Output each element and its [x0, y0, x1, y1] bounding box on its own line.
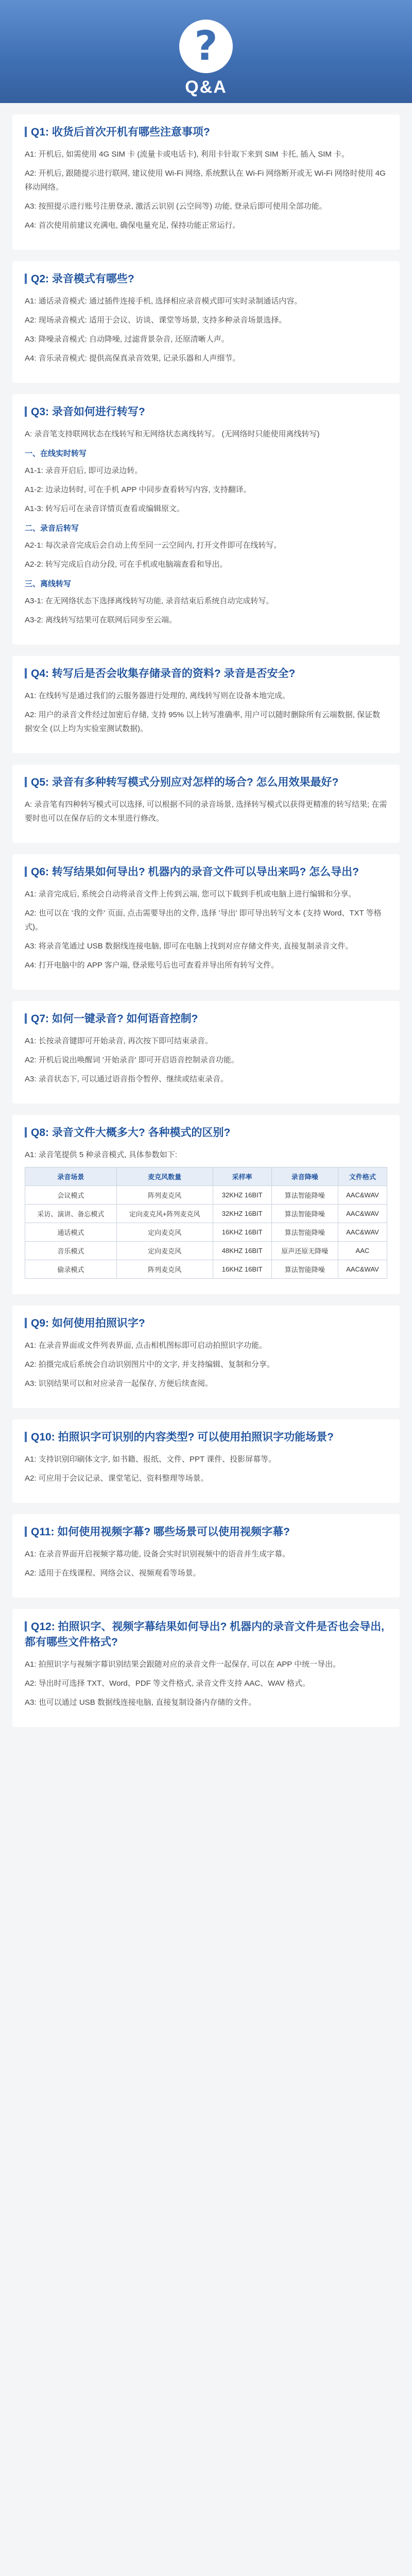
faq-answer: A4: 首次使用前建议充满电, 确保电量充足, 保持功能正常运行。 — [25, 221, 241, 230]
faq-answer: A1: 录音完成后, 系统会自动将录音文件上传到云端, 您可以下载到手机或电脑上进行编辑和分享。 — [25, 890, 356, 899]
faq-question — [25, 1125, 387, 1141]
faq-answer: A1: 通话录音模式: 通过插件连接手机, 选择相应录音模式即可实时录制通话内容。 — [25, 297, 302, 306]
accent-bar — [25, 1318, 27, 1328]
hero-banner — [0, 0, 412, 103]
faq-card — [12, 1609, 400, 1727]
faq-card — [12, 1514, 400, 1598]
faq-card — [12, 854, 400, 990]
accent-bar — [25, 668, 27, 679]
table-row — [25, 1260, 387, 1279]
faq-answer: A1-2: 边录边转时, 可在手机 APP 中同步查看转写内容, 支持翻译。 — [25, 485, 251, 494]
faq-card — [12, 1419, 400, 1503]
table-cell: AAC&WAV — [338, 1205, 387, 1223]
faq-question-text: Q2: 录音模式有哪些? — [31, 273, 134, 285]
faq-list — [0, 114, 412, 1727]
table-cell: 算法智能降噪 — [271, 1260, 338, 1279]
table-header: 录音场景 — [25, 1167, 117, 1186]
table-cell: AAC — [338, 1242, 387, 1260]
faq-answer: A1: 在线转写是通过我们的云服务器进行处理的, 离线转写则在设备本地完成。 — [25, 691, 290, 700]
faq-answer: A4: 音乐录音模式: 提供高保真录音效果, 记录乐器和人声细节。 — [25, 354, 241, 363]
faq-answer: A2: 现场录音模式: 适用于会议、访谈、课堂等场景, 支持多种录音场景选择。 — [25, 316, 287, 325]
table-cell: 原声还原无降噪 — [271, 1242, 338, 1260]
faq-answer: A3-1: 在无网络状态下选择离线转写功能, 录音结束后系统自动完成转写。 — [25, 597, 274, 605]
faq-question — [25, 1430, 387, 1445]
faq-answer: A4: 打开电脑中的 APP 客户端, 登录账号后也可查看并导出所有转写文件。 — [25, 961, 279, 970]
faq-card — [12, 1115, 400, 1294]
faq-question-text: Q9: 如何使用拍照识字? — [31, 1317, 145, 1329]
accent-bar — [25, 777, 27, 787]
accent-bar — [25, 1621, 27, 1632]
faq-answer: A1: 拍照识字与视频字幕识别结果会跟随对应的录音文件一起保存, 可以在 APP 中统一导出。 — [25, 1660, 341, 1669]
table-cell: 定向麦克风 — [116, 1223, 213, 1242]
accent-bar — [25, 406, 27, 417]
faq-question — [25, 1619, 387, 1650]
faq-answer: A1: 支持识别印刷体文字, 如书籍、报纸、文件、PPT 课件、投影屏幕等。 — [25, 1455, 277, 1464]
faq-answer: A3: 将录音笔通过 USB 数据线连接电脑, 即可在电脑上找到对应存储文件夹, 直接复制录音文件。 — [25, 942, 353, 951]
faq-question-text: Q8: 录音文件大概多大? 各种模式的区别? — [31, 1127, 231, 1139]
faq-question — [25, 404, 387, 420]
table-cell: 阵列麦克风 — [116, 1260, 213, 1279]
faq-answer: A2: 适用于在线课程、网络会议、视频观看等场景。 — [25, 1569, 201, 1578]
table-header: 采样率 — [213, 1167, 271, 1186]
table-cell: AAC&WAV — [338, 1223, 387, 1242]
faq-question-text: Q5: 录音有多种转写模式分别应对怎样的场合? 怎么用效果最好? — [31, 776, 339, 788]
faq-question — [25, 1524, 387, 1540]
table-header: 文件格式 — [338, 1167, 387, 1186]
table-cell: 定向麦克风 — [116, 1242, 213, 1260]
faq-card — [12, 1001, 400, 1104]
accent-bar — [25, 1432, 27, 1442]
faq-question-text: Q12: 拍照识字、视频字幕结果如何导出? 机器内的录音文件是否也会导出, 都有哪些文件格式? — [25, 1621, 385, 1648]
faq-answer: A2: 拍摄完成后系统会自动识别图片中的文字, 并支持编辑、复制和分享。 — [25, 1360, 275, 1369]
table-row — [25, 1223, 387, 1242]
faq-answer: A1: 开机后, 如需使用 4G SIM 卡 (流量卡或电话卡), 利用卡针取下来到 SIM 卡托, 插入 SIM 卡。 — [25, 150, 350, 159]
table-cell: 会议模式 — [25, 1186, 117, 1205]
table-cell: 音乐模式 — [25, 1242, 117, 1260]
accent-bar — [25, 274, 27, 284]
faq-subheading: 一、在线实时转写 — [25, 449, 87, 458]
accent-bar — [25, 127, 27, 137]
faq-card — [12, 656, 400, 753]
faq-question — [25, 666, 387, 682]
faq-answer: A1: 在录音界面开启视频字幕功能, 设备会实时识别视频中的语音并生成字幕。 — [25, 1550, 290, 1558]
table-cell: 通话模式 — [25, 1223, 117, 1242]
faq-question — [25, 1316, 387, 1331]
faq-card — [12, 394, 400, 645]
table-cell: 48KHZ 16BIT — [213, 1242, 271, 1260]
table-cell: 16KHZ 16BIT — [213, 1260, 271, 1279]
faq-answer: A2: 开机后说出唤醒词 '开始录音' 即可开启语音控制录音功能。 — [25, 1056, 239, 1064]
faq-answer: A2-2: 转写完成后自动分段, 可在手机或电脑端查看和导出。 — [25, 560, 228, 569]
faq-answer: A3: 按照提示进行账号注册登录, 激活云识别 (云空间等) 功能, 登录后即可使用全部功能。 — [25, 202, 327, 211]
table-cell: 算法智能降噪 — [271, 1205, 338, 1223]
table-cell: 32KHZ 16BIT — [213, 1186, 271, 1205]
table-cell: 16KHZ 16BIT — [213, 1223, 271, 1242]
faq-answer: A3-2: 离线转写结果可在联网后同步至云端。 — [25, 616, 177, 624]
faq-question — [25, 775, 387, 790]
faq-answer: A1: 录音笔提供 5 种录音模式, 具体参数如下: — [25, 1150, 177, 1159]
table-row — [25, 1186, 387, 1205]
table-header-row — [25, 1167, 387, 1186]
faq-question — [25, 125, 387, 140]
faq-card — [12, 765, 400, 843]
faq-answer: A2: 也可以在 '我的文件' 页面, 点击需要导出的文件, 选择 '导出' 即可导出转写文本 (支持 Word、TXT 等格式)。 — [25, 909, 382, 931]
table-cell: AAC&WAV — [338, 1186, 387, 1205]
faq-answer: A: 录音笔有四种转写模式可以选择, 可以根据不同的录音场景, 选择转写模式以获得更精准的转写结果; 在需要时也可以在保存后的文本里进行修改。 — [25, 800, 387, 823]
faq-subheading: 二、录音后转写 — [25, 524, 79, 533]
faq-question — [25, 865, 387, 880]
question-mark-icon: ? — [179, 20, 233, 73]
hero-title: Q&A — [185, 77, 227, 97]
faq-answer: A3: 降噪录音模式: 自动降噪, 过滤背景杂音, 还原清晰人声。 — [25, 335, 229, 344]
table-cell: 32KHZ 16BIT — [213, 1205, 271, 1223]
faq-answer: A2: 开机后, 跟随提示进行联网, 建议使用 Wi-Fi 网络, 系统默认在 Wi-Fi 网络断开或无 Wi-Fi 网络时使用 4G 移动网络。 — [25, 169, 386, 192]
faq-question-text: Q1: 收货后首次开机有哪些注意事项? — [31, 126, 210, 138]
faq-answer: A2: 导出时可选择 TXT、Word、PDF 等文件格式, 录音文件支持 AAC、WAV 格式。 — [25, 1679, 310, 1688]
table-cell: 采访、演讲、备忘模式 — [25, 1205, 117, 1223]
accent-bar — [25, 1127, 27, 1138]
accent-bar — [25, 1013, 27, 1024]
table-cell: 算法智能降噪 — [271, 1186, 338, 1205]
table-cell: 算法智能降噪 — [271, 1223, 338, 1242]
faq-answer: A1: 在录音界面或文件列表界面, 点击相机图标即可启动拍照识字功能。 — [25, 1341, 267, 1350]
faq-question-text: Q6: 转写结果如何导出? 机器内的录音文件可以导出来吗? 怎么导出? — [31, 866, 359, 878]
mode-table — [25, 1167, 387, 1279]
faq-question-text: Q3: 录音如何进行转写? — [31, 406, 145, 418]
table-cell: 阵列麦克风 — [116, 1186, 213, 1205]
faq-answer: A1: 长按录音键即可开始录音, 再次按下即可结束录音。 — [25, 1037, 213, 1045]
faq-answer: A3: 录音状态下, 可以通过语音指令暂停、继续或结束录音。 — [25, 1075, 229, 1083]
faq-card — [12, 261, 400, 383]
table-row — [25, 1242, 387, 1260]
faq-card — [12, 114, 400, 250]
table-cell: 定向麦克风+阵列麦克风 — [116, 1205, 213, 1223]
accent-bar — [25, 1527, 27, 1537]
faq-answer: A3: 识别结果可以和对应录音一起保存, 方便后续查阅。 — [25, 1379, 213, 1388]
table-header: 麦克风数量 — [116, 1167, 213, 1186]
faq-question — [25, 272, 387, 287]
table-row — [25, 1205, 387, 1223]
faq-question-text: Q4: 转写后是否会收集存储录音的资料? 录音是否安全? — [31, 668, 296, 680]
faq-question-text: Q10: 拍照识字可识别的内容类型? 可以使用拍照识字功能场景? — [31, 1431, 334, 1443]
faq-question-text: Q11: 如何使用视频字幕? 哪些场景可以使用视频字幕? — [31, 1526, 290, 1538]
faq-question — [25, 1011, 387, 1027]
table-cell: AAC&WAV — [338, 1260, 387, 1279]
table-header: 录音降噪 — [271, 1167, 338, 1186]
faq-subheading: 三、离线转写 — [25, 580, 72, 588]
faq-answer: A1-3: 转写后可在录音详情页查看或编辑原文。 — [25, 504, 185, 513]
faq-card — [12, 1306, 400, 1408]
faq-question-text: Q7: 如何一键录音? 如何语音控制? — [31, 1013, 198, 1025]
faq-answer: A2-1: 每次录音完成后会自动上传至同一云空间内, 打开文件即可在线转写。 — [25, 541, 282, 550]
faq-answer: A2: 可应用于会议记录、课堂笔记、资料整理等场景。 — [25, 1474, 209, 1483]
faq-answer: A2: 用户的录音文件经过加密后存储, 支持 95% 以上转写准确率, 用户可以随时删除所有云端数据, 保证数据安全 (以上均为实验室测试数据)。 — [25, 710, 381, 733]
table-cell: 偷录模式 — [25, 1260, 117, 1279]
faq-answer: A: 录音笔支持联网状态在线转写和无网络状态离线转写。 (无网络时只能使用离线转写) — [25, 430, 320, 438]
faq-answer: A3: 也可以通过 USB 数据线连接电脑, 直接复制设备内存储的文件。 — [25, 1698, 256, 1707]
accent-bar — [25, 867, 27, 877]
faq-answer: A1-1: 录音开启后, 即可边录边转。 — [25, 466, 143, 475]
